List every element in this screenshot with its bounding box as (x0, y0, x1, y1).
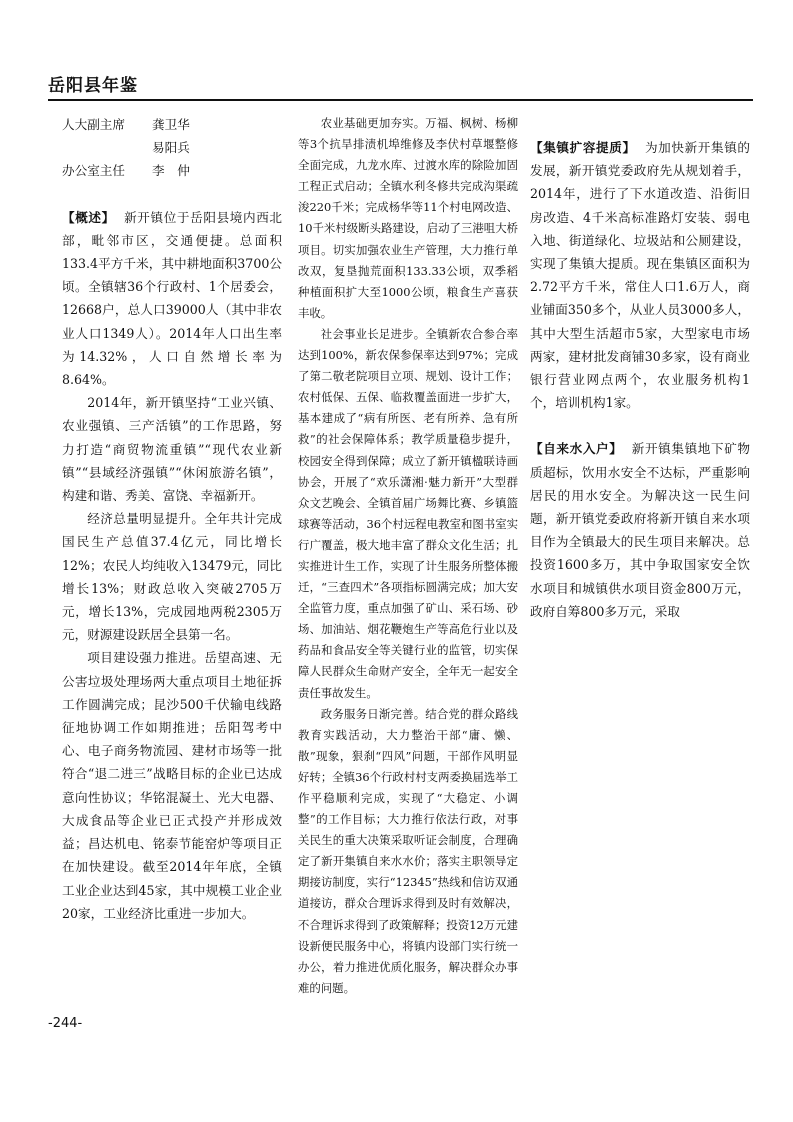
page-number: -244- (48, 1016, 83, 1031)
body-paragraph: 农业基础更加夯实。万福、枫树、杨柳等3个抗旱排渍机埠维修及李伏村草堰整修全面完成，九龙水库、过渡水库的除险加固工程正式启动；全镇水利冬修共完成沟渠疏浚220千米；完成杨华等11个村电网改造、10千米村级断头路建设，启动了三港咀大桥项目。切实加强农业生产管理，大力推行单改双，复垦抛荒面积133.33公顷，双季稻种植面积扩大至1000公顷，粮食生产喜获丰收。 (298, 116, 518, 320)
paragraph-text: 新开镇位于岳阳县境内西北部，毗邻市区，交通便捷。总面积133.4平方千米，其中耕地面积3700公顷。全镇辖36个行政村、1个居委会，12668户，总人口39000人（其中非农业人口1349人）。2014年人口出生率为14.32%，人口自然增长率为8.64%。 (62, 209, 283, 388)
staff-row (62, 113, 282, 159)
body-paragraph: 政务服务日渐完善。结合党的群众路线教育实践活动，大力整治干部“庸、懒、散”现象，狠刹“四风”问题，干部作风明显好转；全镇36个行政村村支两委换届选举工作平稳顺利完成，实现了“大稳定、小调整”的工作目标；大力推行依法行政，对事关民生的重大决策采取听证会制度，合理确定了新开集镇自来水水价；落实主职领导定期接访制度，实行“12345”热线和信访双通道接访，群众合理诉求得到及时有效解决，不合理诉求得到了政策解释；投资12万元建设新便民服务中心，将镇内设部门实行统一办公，着力推进优质化服务，解决群众办事难的问题。 (298, 706, 518, 995)
running-header-title: 岳阳县年鉴 (48, 76, 138, 96)
section-paragraph (530, 437, 750, 623)
staff-role: 办公室主任 (62, 163, 125, 179)
column-2 (298, 113, 518, 999)
spacer (530, 113, 750, 136)
spacer (62, 183, 282, 206)
staff-name: 易阳兵 (152, 140, 190, 156)
overview-paragraph (62, 206, 282, 392)
section-tag: 【自来水入户】 (530, 441, 623, 457)
staff-names (152, 113, 282, 159)
staff-role: 人大副主席 (62, 117, 125, 132)
body-paragraph: 经济总量明显提升。全年共计完成国民生产总值37.4亿元，同比增长12%；农民人均纯收入13479元，同比增长13%；财政总收入突破2705万元，增长13%，完成园地两税2305万元，财源建设跃居全县第一名。 (62, 511, 282, 643)
staff-name: 龚卫华 (152, 117, 190, 132)
column-3 (530, 113, 750, 623)
header-rule (48, 99, 753, 101)
body-paragraph: 社会事业长足进步。全镇新农合参合率达到100%，新农保参保率达到97%；完成了第二敬老院项目立项、规划、设计工作；农村低保、五保、临救覆盖面进一步扩大，基本建成了“病有所医、老有所养、急有所救”的社会保障体系；教学质量稳步提升，校园安全得到保障；成立了新开镇楹联诗画协会，开展了“欢乐潇湘·魅力新开”大型群众文艺晚会、全镇首届广场舞比赛、乡镇篮球赛等活动，36个村远程电教室和图书室实行广覆盖，极大地丰富了群众文化生活；扎实推进计生工作，实现了计生服务所整体搬迁，“三查四术”各项指标圆满完成；加大安全监管力度，重点加强了矿山、采石场、砂场、加油站、烟花鞭炮生产等高危行业以及药品和食品安全等关键行业的监管，切实保障人民群众生命财产安全，全年无一起安全责任事故发生。 (298, 326, 518, 700)
paragraph-text: 为加快新开集镇的发展，新开镇党委政府先从规划着手，2014年，进行了下水道改造、沿街旧房改造、4千米高标准路灯安装、弱电入地、街道绿化、垃圾站和公厕建设，实现了集镇大提质。现在集镇区面积为2.72平方千米，常住人口1.6万人，商业铺面350多个，从业人员3000多人，其中大型生活超市5家，大型家电市场两家，建材批发商铺30多家，设有商业银行营业网点两个，农业服务机构1个，培训机构1家。 (530, 140, 751, 411)
section-paragraph (530, 136, 750, 414)
section-tag: 【集镇扩容提质】 (530, 140, 636, 155)
column-1 (62, 113, 282, 925)
paragraph-text: 新开镇集镇地下矿物质超标，饮用水安全不达标，严重影响居民的用水安全。为解决这一民生问题，新开镇党委政府将新开镇自来水项目作为全镇最大的民生项目来解决。总投资1600多万，其中争取国家安全饮水项目和城镇供水项目资金800万元，政府自筹800多万元，采取 (530, 441, 751, 619)
section-tag: 【概述】 (62, 209, 115, 225)
staff-row (62, 159, 282, 182)
body-paragraph: 项目建设强力推进。岳望高速、无公害垃圾处理场两大重点项目土地征拆工作圆满完成；昆沙500千伏输电线路征地协调工作如期推进；岳阳驾考中心、电子商务物流园、建材市场等一批符合“退二进三”战略目标的企业已达成意向性协议；华铭混凝土、光大电器、大成食品等企业已正式投产并形成效益；昌达机电、铭泰节能窑炉等项目正在加快建设。截至2014年年底，全镇工业企业达到45家，其中规模工业企业20家，工业经济比重进一步加大。 (62, 650, 282, 921)
body-paragraph: 2014年，新开镇坚持“工业兴镇、农业强镇、三产活镇”的工作思路，努力打造“商贸物流重镇”“现代农业新镇”“县域经济强镇”“休闲旅游名镇”，构建和谐、秀美、富饶、幸福新开。 (62, 395, 282, 504)
spacer (530, 414, 750, 437)
staff-name: 李 仲 (152, 163, 190, 179)
